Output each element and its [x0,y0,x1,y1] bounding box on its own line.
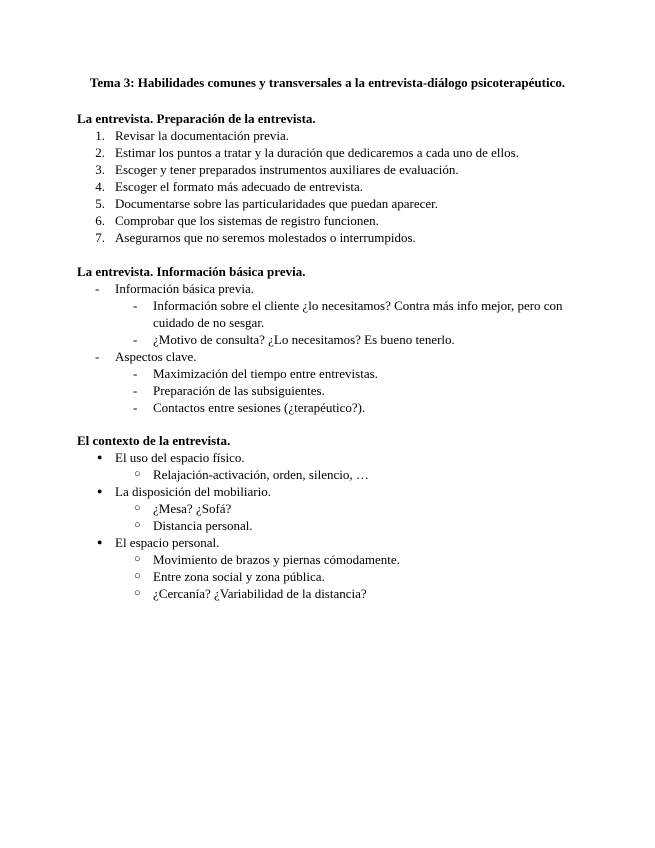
list-item-text: Maximización del tiempo entre entrevistas. [153,366,378,381]
list-item-text: Aspectos clave. [115,349,197,364]
list-item-text: Escoger y tener preparados instrumentos auxiliares de evaluación. [115,162,459,177]
list-item [77,229,587,246]
list-item [77,178,587,195]
bullet-circle-icon: ○ [134,519,141,531]
bullet-circle-icon: ○ [134,502,141,514]
document-title: Tema 3: Habilidades comunes y transversales a la entrevista-diálogo psicoterapéutico. [89,75,566,90]
list-item-text: Movimiento de brazos y piernas cómodamente. [153,552,400,567]
bullet-dot-icon: ● [97,537,103,547]
list-item-text: Relajación-activación, orden, silencio, … [153,467,369,482]
bullet-circle-icon: ○ [134,587,141,599]
list-number: 1. [95,128,105,143]
list-item [77,348,587,365]
dash-bullet: - [133,366,138,381]
dash-bullet: - [133,332,138,347]
list-item-text: El espacio personal. [115,535,220,550]
section-context [77,432,587,602]
list-subitem [77,399,587,416]
list-subitem [77,517,587,534]
list-item-text: Distancia personal. [153,518,253,533]
section-preparation [77,110,587,246]
list-item [77,195,587,212]
list-subitem [77,500,587,517]
list-subitem [77,297,587,331]
list-item-text: Preparación de las subsiguientes. [153,383,325,398]
list-item-text: Información básica previa. [115,281,254,296]
list-item-text: Información sobre el cliente ¿lo necesitamos? Contra más info mejor, pero con cuidado de no sesgar. [153,298,563,330]
list-item-text: Contactos entre sesiones (¿terapéutico?). [153,400,366,415]
dash-list [77,280,587,416]
bullet-circle-icon: ○ [134,570,141,582]
list-item [77,483,587,500]
section-basic-info [77,263,587,416]
list-item-text: Revisar la documentación previa. [115,128,289,143]
list-item-text: La disposición del mobiliario. [115,484,271,499]
list-item [77,161,587,178]
list-number: 3. [95,162,105,177]
list-item-text: ¿Mesa? ¿Sofá? [153,501,232,516]
list-subitem [77,585,587,602]
list-item [77,449,587,466]
list-number: 2. [95,145,105,160]
list-number: 7. [95,230,105,245]
list-item-text: ¿Cercanía? ¿Variabilidad de la distancia? [153,586,367,601]
list-item-text: Documentarse sobre las particularidades que puedan aparecer. [115,196,439,211]
section-heading: La entrevista. Información básica previa. [77,264,306,279]
list-item-text: Escoger el formato más adecuado de entrevista. [115,179,363,194]
list-subitem [77,551,587,568]
list-subitem [77,382,587,399]
dash-bullet: - [133,400,138,415]
list-item-text: El uso del espacio físico. [115,450,245,465]
list-item-text: Comprobar que los sistemas de registro funcionen. [115,213,379,228]
dash-bullet: - [133,298,138,313]
list-item [77,127,587,144]
list-subitem [77,568,587,585]
bullet-dot-icon: ● [97,452,103,462]
section-heading: El contexto de la entrevista. [77,433,231,448]
list-subitem [77,331,587,348]
dash-bullet: - [95,349,100,364]
bullet-circle-icon: ○ [134,468,141,480]
list-item [77,144,587,161]
list-number: 4. [95,179,105,194]
list-item [77,212,587,229]
list-item-text: Estimar los puntos a tratar y la duración que dedicaremos a cada uno de ellos. [115,145,519,160]
numbered-list [77,127,587,246]
dash-bullet: - [133,383,138,398]
list-item [77,280,587,297]
list-item-text: Asegurarnos que no seremos molestados o interrumpidos. [115,230,416,245]
bullet-dot-icon: ● [97,486,103,496]
list-number: 6. [95,213,105,228]
list-subitem [77,466,587,483]
bullet-circle-icon: ○ [134,553,141,565]
list-subitem [77,365,587,382]
list-item-text: Entre zona social y zona pública. [153,569,325,584]
list-number: 5. [95,196,105,211]
bullet-list [77,449,587,602]
list-item [77,534,587,551]
section-heading: La entrevista. Preparación de la entrevista. [77,111,316,126]
dash-bullet: - [95,281,100,296]
list-item-text: ¿Motivo de consulta? ¿Lo necesitamos? Es bueno tenerlo. [153,332,455,347]
